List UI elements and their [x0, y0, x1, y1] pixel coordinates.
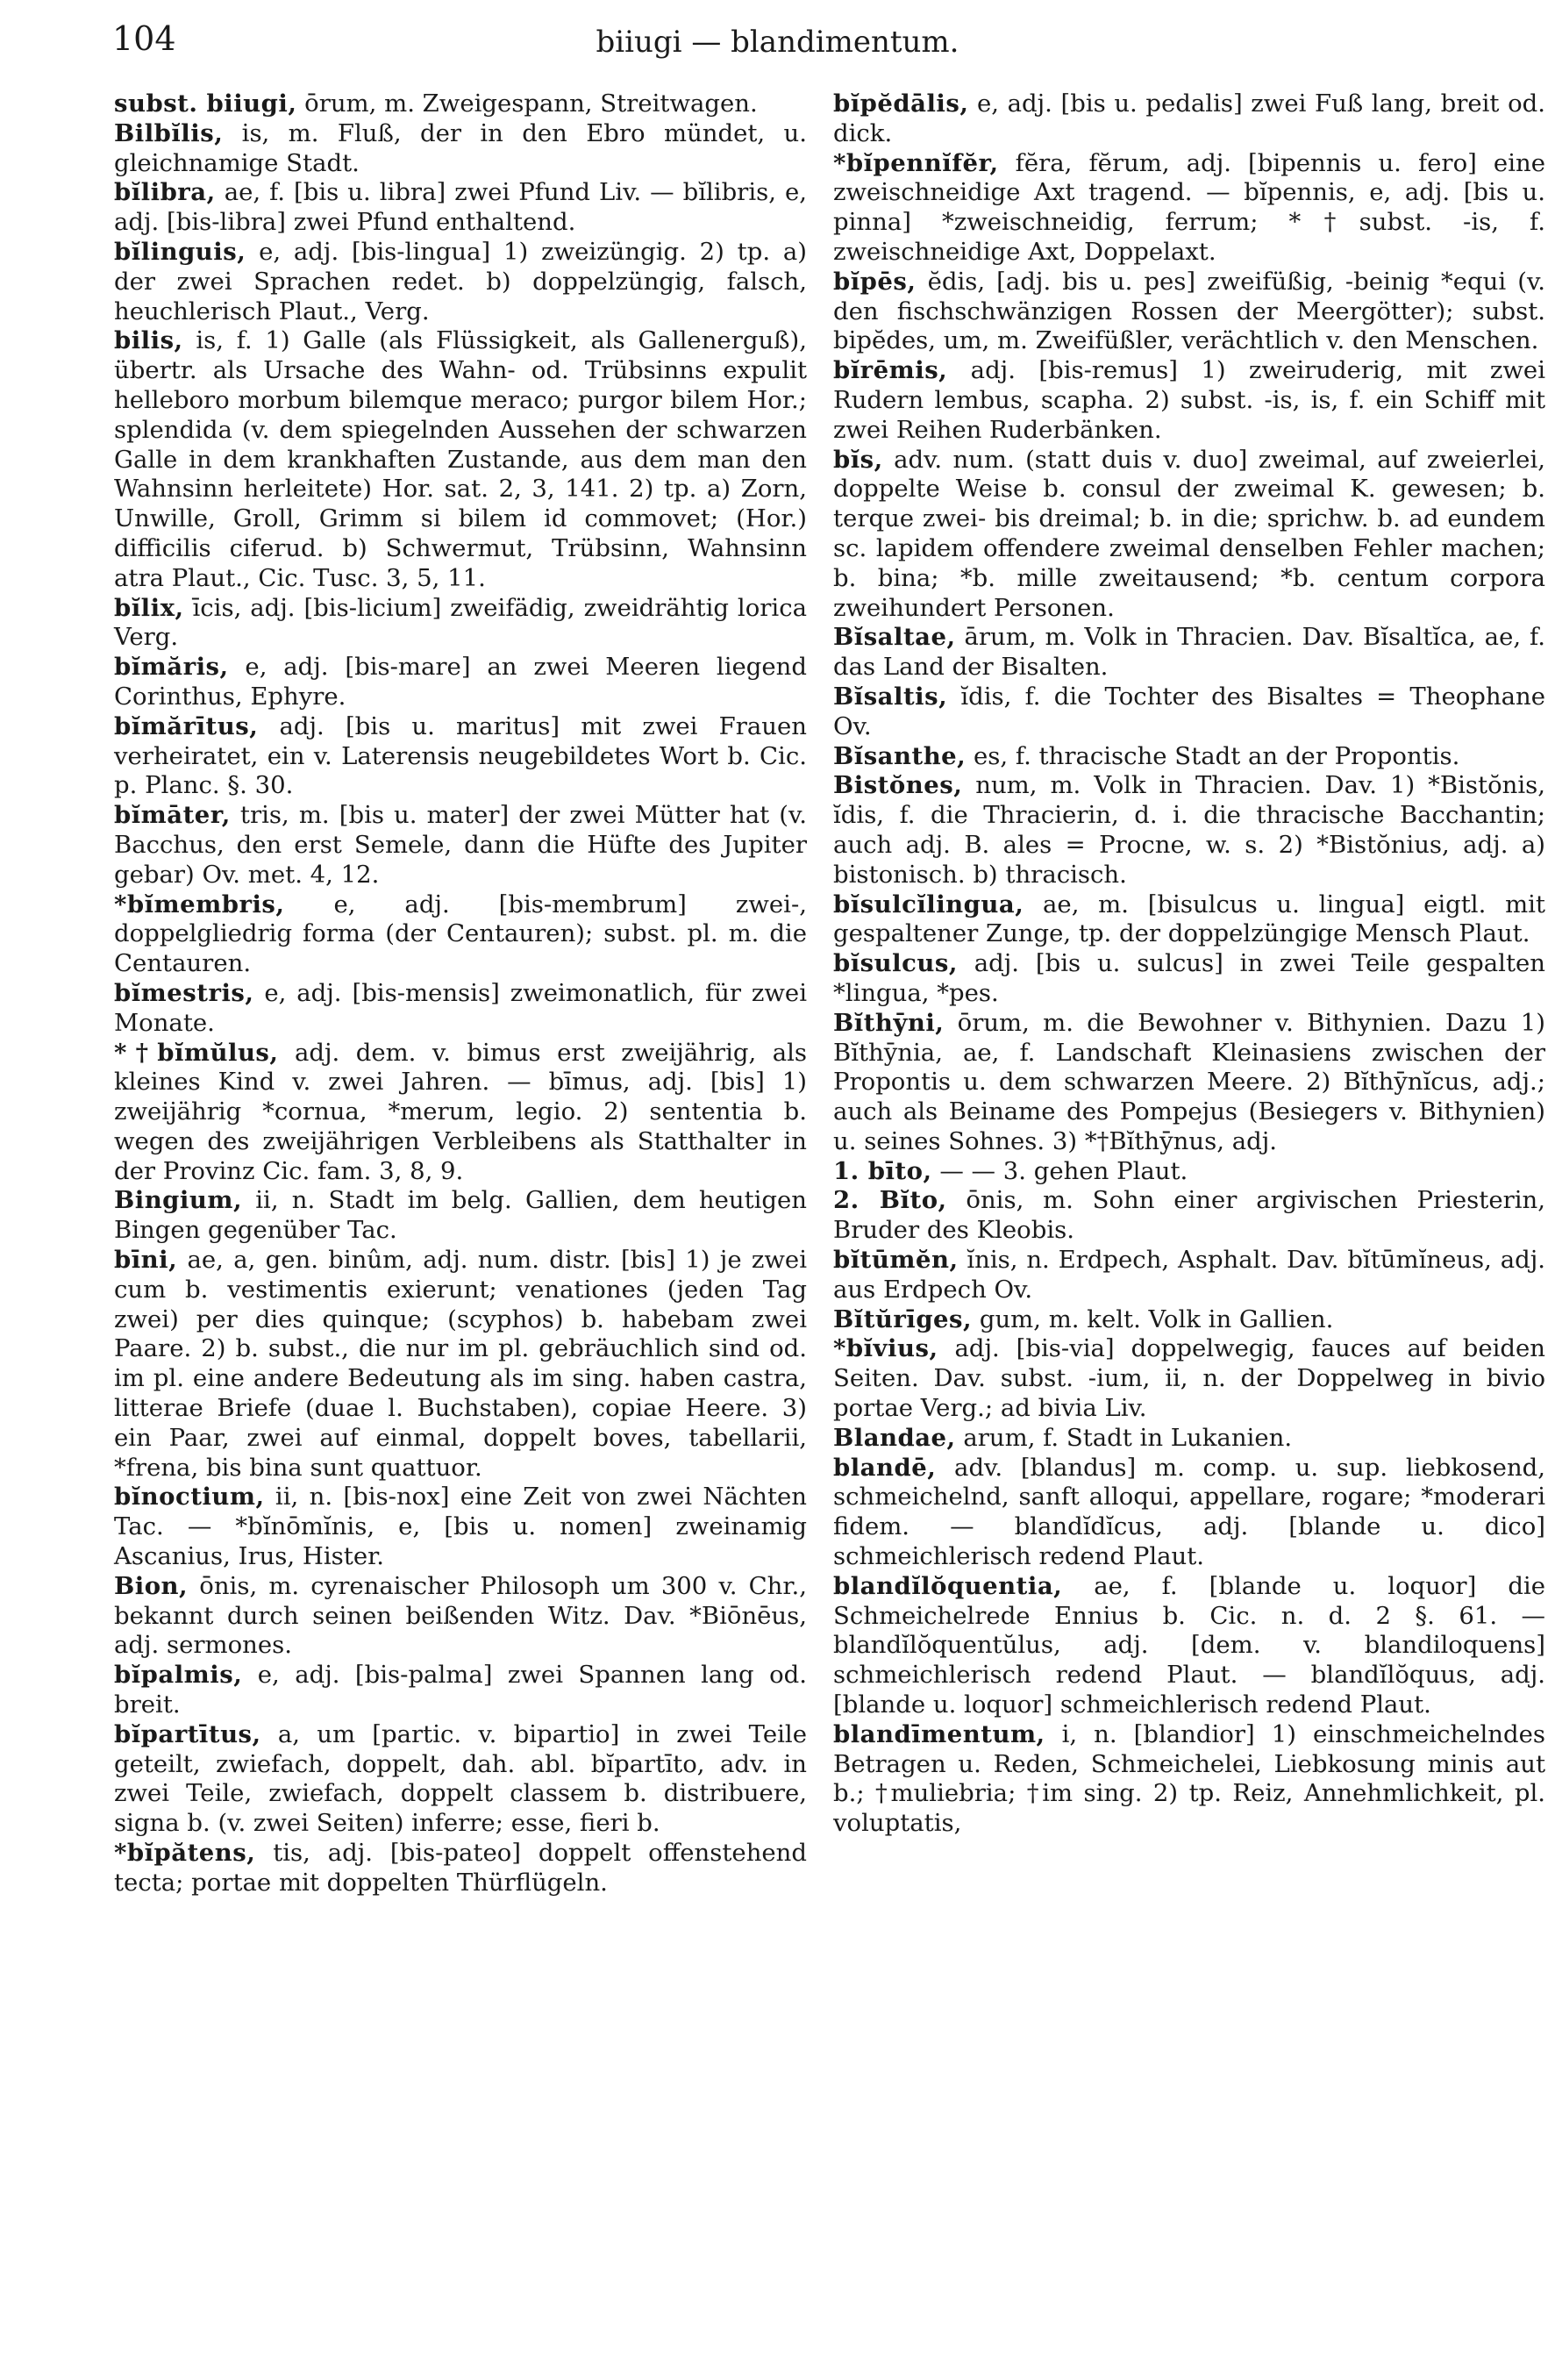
definition: e, adj. [bis-mare] an zwei Meeren liegend Corinthus, Ephyre. — [114, 653, 807, 711]
definition: adv. num. (statt duis v. duo] zweimal, auf zweierlei, doppelte Weise b. consul der zweimal K. gewesen; b. terque zwei- bis dreimal; b. in die; sprichw. b. ad eundem sc. lapidem offendere zweimal denselben Fehler machen; b. bina; *b. mille zweitausend; *b. centum corpora zweihundert Personen. — [833, 445, 1545, 622]
headword: Bion, — [114, 1571, 189, 1600]
running-head: biiugi — blandimentum. — [596, 25, 959, 60]
definition: īcis, adj. [bis-licium] zweifädig, zweidrähtig lorica Verg. — [114, 593, 807, 652]
headword: *†bĭmŭlus, — [114, 1038, 279, 1067]
dictionary-entry — [833, 1246, 1545, 1305]
headword: bĭpartītus, — [114, 1719, 261, 1748]
definition: is, m. Fluß, der in den Ebro mündet, u. gleichnamige Stadt. — [114, 118, 807, 177]
headword: blandīmentum, — [833, 1719, 1045, 1748]
dictionary-entry — [833, 1305, 1545, 1335]
definition: adj. [bis u. sulcus] in zwei Teile gespalten *lingua, *pes. — [833, 949, 1545, 1007]
dictionary-entry — [114, 1720, 807, 1839]
dictionary-entry — [833, 89, 1545, 149]
definition: tris, m. [bis u. mater] der zwei Mütter hat (v. Bacchus, den erst Semele, dann die Hüfte des Jupiter gebar) Ov. met. 4, 12. — [114, 801, 807, 889]
dictionary-entry — [114, 1039, 807, 1187]
dictionary-entry — [114, 890, 807, 979]
dictionary-entry — [114, 1246, 807, 1483]
dictionary-entry — [833, 1334, 1545, 1423]
definition: fĕra, fĕrum, adj. [bipennis u. fero] eine zweischneidige Axt tragend. — bĭpennis, e, adj. [bis u. pinna] *zweischneidig, ferrum; *†subst. -is, f. zweischneidige Axt, Doppelaxt. — [833, 148, 1545, 266]
dictionary-entry — [833, 1186, 1545, 1246]
headword: bĭpalmis, — [114, 1661, 243, 1690]
dictionary-entry — [833, 742, 1545, 772]
headword: Bĭsaltae, — [833, 623, 956, 652]
definition: e, adj. [bis u. pedalis] zwei Fuß lang, breit od. dick. — [833, 89, 1545, 147]
headword: bĭlinguis, — [114, 237, 246, 266]
headword: Bĭtŭrīges, — [833, 1304, 973, 1333]
definition: ae, f. [blande u. loquor] die Schmeichelrede Ennius b. Cic. n. d. 2 §. 61. — blandĭlŏquentŭlus, adj. [dem. v. blandiloquens] schmeichlerisch redend Plaut. — blandĭlŏquus, adj. [blande u. loquor] schmeichlerisch redend Plaut. — [833, 1571, 1545, 1719]
headword: bilis, — [114, 326, 183, 355]
headword: bĭlix, — [114, 593, 184, 622]
headword: bĭmăris, — [114, 653, 229, 682]
definition: e, adj. [bis-palma] zwei Spannen lang od. breit. — [114, 1661, 807, 1719]
headword: bĭmāter, — [114, 801, 231, 830]
dictionary-entry — [114, 89, 807, 119]
dictionary-entry — [114, 1661, 807, 1720]
headword: blandē, — [833, 1453, 937, 1482]
headword: *bĭvius, — [833, 1334, 938, 1363]
headword: bĭpĕdālis, — [833, 89, 969, 118]
headword: *bĭmembris, — [114, 890, 285, 918]
headword: bīni, — [114, 1246, 178, 1275]
definition: e, adj. [bis-mensis] zweimonatlich, für zwei Monate. — [114, 978, 807, 1037]
dictionary-entry — [833, 446, 1545, 624]
definition: ĕdis, [adj. bis u. pes] zweifüßig, -beinig *equi (v. den fischschwänzigen Rossen der Meergötter); subst. bipĕdes, um, m. Zweifüßler, verächtlich v. den Menschen. — [833, 267, 1545, 355]
dictionary-entry — [833, 623, 1545, 683]
definition: ōnis, m. Sohn einer argivischen Priesterin, Bruder des Kleobis. — [833, 1186, 1545, 1245]
headword: bĭnoctium, — [114, 1483, 265, 1512]
definition: ae, a, gen. binûm, adj. num. distr. [bis] 1) je zwei cum b. vestimentis exierunt; venationes (jeden Tag zwei) per dies quinque; (scyphos) b. habebam zwei Paare. 2) b. subst., die nur im pl. gebräuchlich sind od. im pl. eine andere Bedeutung als im sing. haben castra, litterae Briefe (duae l. Buchstaben), copiae Heere. 3) ein Paar, zwei auf einmal, doppelt boves, tabellarii, *frena, bis bina sunt quattuor. — [114, 1246, 807, 1482]
headword: 1. bīto, — [833, 1156, 932, 1185]
headword: Bĭsaltis, — [833, 682, 948, 711]
dictionary-entry — [114, 119, 807, 179]
headword: *bĭpătens, — [114, 1839, 256, 1868]
definition: adj. dem. v. bimus erst zweijährig, als kleines Kind v. zwei Jahren. — bīmus, adj. [bis] 1) zweijährig *cornua, *merum, legio. 2) sententia b. wegen des zweijährigen Verbleibens als Statthalter in der Provinz Cic. fam. 3, 8, 9. — [114, 1038, 807, 1185]
definition: e, adj. [bis-lingua] 1) zweizüngig. 2) tp. a) der zwei Sprachen redet. b) doppelzüngig, falsch, heuchlerisch Plaut., Verg. — [114, 237, 807, 325]
definition: ōrum, m. Zweigespann, Streitwagen. — [296, 89, 758, 118]
dictionary-entry — [114, 1186, 807, 1246]
definition: e, adj. [bis-membrum] zwei-, doppelgliedrig forma (der Centauren); subst. pl. m. die Centauren. — [114, 890, 807, 978]
dictionary-entry — [114, 1572, 807, 1661]
right-column — [833, 89, 1545, 1839]
definition: ii, n. Stadt im belg. Gallien, dem heutigen Bingen gegenüber Tac. — [114, 1186, 807, 1245]
headword: bĭmestris, — [114, 978, 254, 1007]
definition: num, m. Volk in Thracien. Dav. 1) *Bistŏnis, ĭdis, f. die Thracierin, d. i. die thracische Bacchantin; auch adj. B. ales = Procne, w. s. 2) *Bistŏnius, adj. a) bistonisch. b) thracisch. — [833, 771, 1545, 889]
dictionary-entry — [833, 1157, 1545, 1187]
headword: Bingium, — [114, 1186, 243, 1215]
headword: Bilbĭlis, — [114, 118, 224, 147]
definition: — — 3. gehen Plaut. — [931, 1156, 1188, 1185]
definition: ae, f. [bis u. libra] zwei Pfund Liv. — bĭlibris, e, adj. [bis-libra] zwei Pfund enthaltend. — [114, 178, 807, 237]
headword: bĭtūmĕn, — [833, 1246, 959, 1275]
dictionary-entry — [833, 683, 1545, 742]
dictionary-entry — [114, 238, 807, 326]
dictionary-entry — [833, 771, 1545, 890]
dictionary-entry — [114, 712, 807, 801]
definition: adj. [bis u. maritus] mit zwei Frauen verheiratet, ein v. Laterensis neugebildetes Wort b. Cic. p. Planc. §. 30. — [114, 711, 807, 800]
definition: is, f. 1) Galle (als Flüssigkeit, als Gallenerguß), übertr. als Ursache des Wahn- od. Trübsinns expulit helleboro morbum bilemque meraco; purgor bilem Hor.; splendida (v. dem spiegelnden Aussehen der schwarzen Galle in dem krankhaften Zustande, aus dem man den Wahnsinn herleitete) Hor. sat. 2, 3, 141. 2) tp. a) Zorn, Unwille, Groll, Grimm si bilem id commovet; (Hor.) difficilis ciferud. b) Schwermut, Trübsinn, Wahnsinn atra Plaut., Cic. Tusc. 3, 5, 11. — [114, 326, 807, 592]
definition: a, um [partic. v. bipartio] in zwei Teile geteilt, zwiefach, doppelt, dah. abl. bĭpartīto, adv. in zwei Teile, zwiefach, doppelt classem b. distribuere, signa b. (v. zwei Seiten) inferre; esse, fieri b. — [114, 1719, 807, 1838]
definition: ōnis, m. cyrenaischer Philosoph um 300 v. Chr., bekannt durch seinen beißenden Witz. Dav. *Biōnēus, adj. sermones. — [114, 1571, 807, 1660]
definition: ōrum, m. die Bewohner v. Bithynien. Dazu 1) Bĭthȳnia, ae, f. Landschaft Kleinasiens zwischen der Propontis u. dem schwarzen Meere. 2) Bĭthȳnĭcus, adj.; auch als Beiname des Pompejus (Besiegers v. Bithynien) u. seines Sohnes. 3) *†Bĭthȳnus, adj. — [833, 1008, 1545, 1155]
dictionary-entry — [114, 178, 807, 238]
definition: gum, m. kelt. Volk in Gallien. — [972, 1304, 1334, 1333]
headword: Blandae, — [833, 1423, 956, 1452]
left-column — [114, 89, 807, 1898]
definition: adv. [blandus] m. comp. u. sup. liebkosend, schmeichelnd, sanft alloqui, appellare, rogare; *moderari fidem. — blandĭdĭcus, adj. [blande u. dico] schmeichlerisch redend Plaut. — [833, 1453, 1545, 1571]
dictionary-entry — [114, 326, 807, 593]
dictionary-entry — [833, 356, 1545, 445]
definition: ae, m. [bisulcus u. lingua] eigtl. mit gespaltener Zunge, tp. der doppelzüngige Mensch Plaut. — [833, 890, 1545, 948]
definition: arum, f. Stadt in Lukanien. — [955, 1423, 1293, 1452]
dictionary-entry — [114, 653, 807, 712]
dictionary-entry — [833, 1454, 1545, 1572]
dictionary-entry — [833, 1572, 1545, 1720]
dictionary-entry — [833, 1720, 1545, 1839]
dictionary-entry — [833, 1009, 1545, 1157]
headword: 2. Bĭto, — [833, 1186, 947, 1215]
headword: bĭrēmis, — [833, 356, 948, 385]
definition: ārum, m. Volk in Thracien. Dav. Bĭsaltĭca, ae, f. das Land der Bisalten. — [833, 623, 1545, 682]
definition: i, n. [blandior] 1) einschmeichelndes Betragen u. Reden, Schmeichelei, Liebkosung minis aut b.; †muliebria; †im sing. 2) tp. Reiz, Annehmlichkeit, pl. voluptatis, — [833, 1719, 1545, 1838]
definition: ĭnis, n. Erdpech, Asphalt. Dav. bĭtūmĭneus, adj. aus Erdpech Ov. — [833, 1246, 1545, 1304]
headword: blandĭlŏquentia, — [833, 1571, 1063, 1600]
headword: *bĭpennĭfĕr, — [833, 148, 999, 177]
dictionary-entry — [833, 1424, 1545, 1454]
definition: ĭdis, f. die Tochter des Bisaltes = Theophane Ov. — [833, 682, 1545, 740]
headword: bĭs, — [833, 445, 883, 474]
definition: es, f. thracische Stadt an der Propontis. — [966, 741, 1460, 770]
headword: bĭmărītus, — [114, 711, 259, 740]
headword: Bistŏnes, — [833, 771, 963, 800]
dictionary-entry — [114, 801, 807, 890]
dictionary-entry — [833, 949, 1545, 1009]
headword: bĭlibra, — [114, 178, 216, 207]
page-number: 104 — [112, 19, 176, 58]
headword: subst. biiugi, — [114, 89, 297, 118]
headword: Bĭsanthe, — [833, 741, 967, 770]
dictionary-entry — [114, 594, 807, 654]
definition: ii, n. [bis-nox] eine Zeit von zwei Nächten Tac. — *bĭnōmĭnis, e, [bis u. nomen] zweinamig Ascanius, Irus, Hister. — [114, 1483, 807, 1571]
dictionary-entry — [114, 979, 807, 1039]
definition: tis, adj. [bis-pateo] doppelt offenstehend tecta; portae mit doppelten Thürflügeln. — [114, 1839, 807, 1897]
dictionary-entry — [114, 1483, 807, 1571]
definition: adj. [bis-remus] 1) zweiruderig, mit zwei Rudern lembus, scapha. 2) subst. -is, is, f. ein Schiff mit zwei Reihen Ruderbänken. — [833, 356, 1545, 444]
headword: bĭpēs, — [833, 267, 917, 296]
headword: bĭsulcĭlingua, — [833, 890, 1024, 918]
dictionary-entry — [833, 149, 1545, 268]
headword: Bĭthȳni, — [833, 1008, 945, 1037]
headword: bĭsulcus, — [833, 949, 958, 978]
definition: adj. [bis-via] doppelwegig, fauces auf beiden Seiten. Dav. subst. -ium, ii, n. der Doppelweg in bivio portae Verg.; ad bivia Liv. — [833, 1334, 1545, 1423]
dictionary-entry — [833, 268, 1545, 356]
dictionary-entry — [114, 1839, 807, 1898]
dictionary-entry — [833, 890, 1545, 950]
